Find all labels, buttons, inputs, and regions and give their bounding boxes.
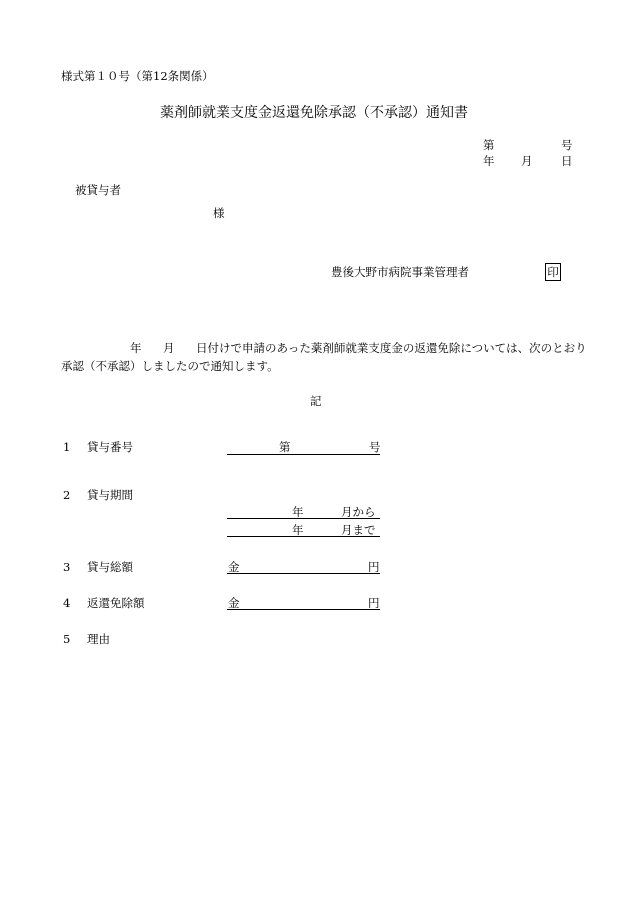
exemption-amount-suffix: 円	[368, 596, 380, 610]
seal-stamp: 印	[545, 263, 561, 281]
exemption-amount-prefix: 金	[228, 596, 240, 610]
total-amount-suffix: 円	[368, 560, 380, 574]
period-to-underline	[227, 536, 380, 537]
item-number: 3	[63, 560, 71, 574]
form-number: 様式第１０号（第12条関係）	[61, 69, 214, 83]
loan-number-underline	[227, 454, 380, 455]
doc-date-month: 月	[521, 154, 533, 168]
total-amount-underline	[227, 573, 380, 574]
doc-number-dai: 第	[483, 138, 495, 152]
item-number: 2	[63, 488, 71, 502]
body-line-1: 日付けで申請のあった薬剤師就業支度金の返還免除については、次のとおり	[196, 341, 587, 355]
item-label-reason: 理由	[87, 632, 110, 646]
body-line-2: 承認（不承認）しましたので通知します。	[61, 359, 279, 373]
item-label-loan-number: 貸与番号	[87, 440, 133, 454]
ki-heading: 記	[310, 394, 322, 408]
item-label-total-amount: 貸与総額	[87, 560, 133, 574]
period-from-year: 年	[292, 505, 304, 519]
exemption-amount-underline	[227, 609, 380, 610]
document-title: 薬剤師就業支度金返還免除承認（不承認）通知書	[160, 105, 468, 121]
period-from-month: 月から	[341, 505, 376, 519]
item-number: 4	[63, 596, 71, 610]
item-number: 1	[63, 440, 71, 454]
period-from-underline	[227, 518, 380, 519]
total-amount-prefix: 金	[228, 560, 240, 574]
item-label-loan-period: 貸与期間	[87, 488, 133, 502]
doc-date-year: 年	[483, 154, 495, 168]
item-label-exemption-amount: 返還免除額	[87, 596, 145, 610]
doc-number-go: 号	[561, 138, 573, 152]
body-date-month: 月	[163, 341, 175, 355]
body-date-year: 年	[130, 341, 142, 355]
period-to-year: 年	[292, 523, 304, 537]
loan-number-prefix: 第	[279, 440, 291, 454]
period-to-month: 月まで	[341, 523, 376, 537]
sender-name: 豊後大野市病院事業管理者	[331, 265, 469, 279]
loan-number-suffix: 号	[369, 440, 381, 454]
item-number: 5	[63, 632, 71, 646]
doc-date-day: 日	[561, 154, 573, 168]
recipient-label: 被貸与者	[75, 183, 121, 197]
recipient-honorific: 様	[213, 206, 225, 220]
